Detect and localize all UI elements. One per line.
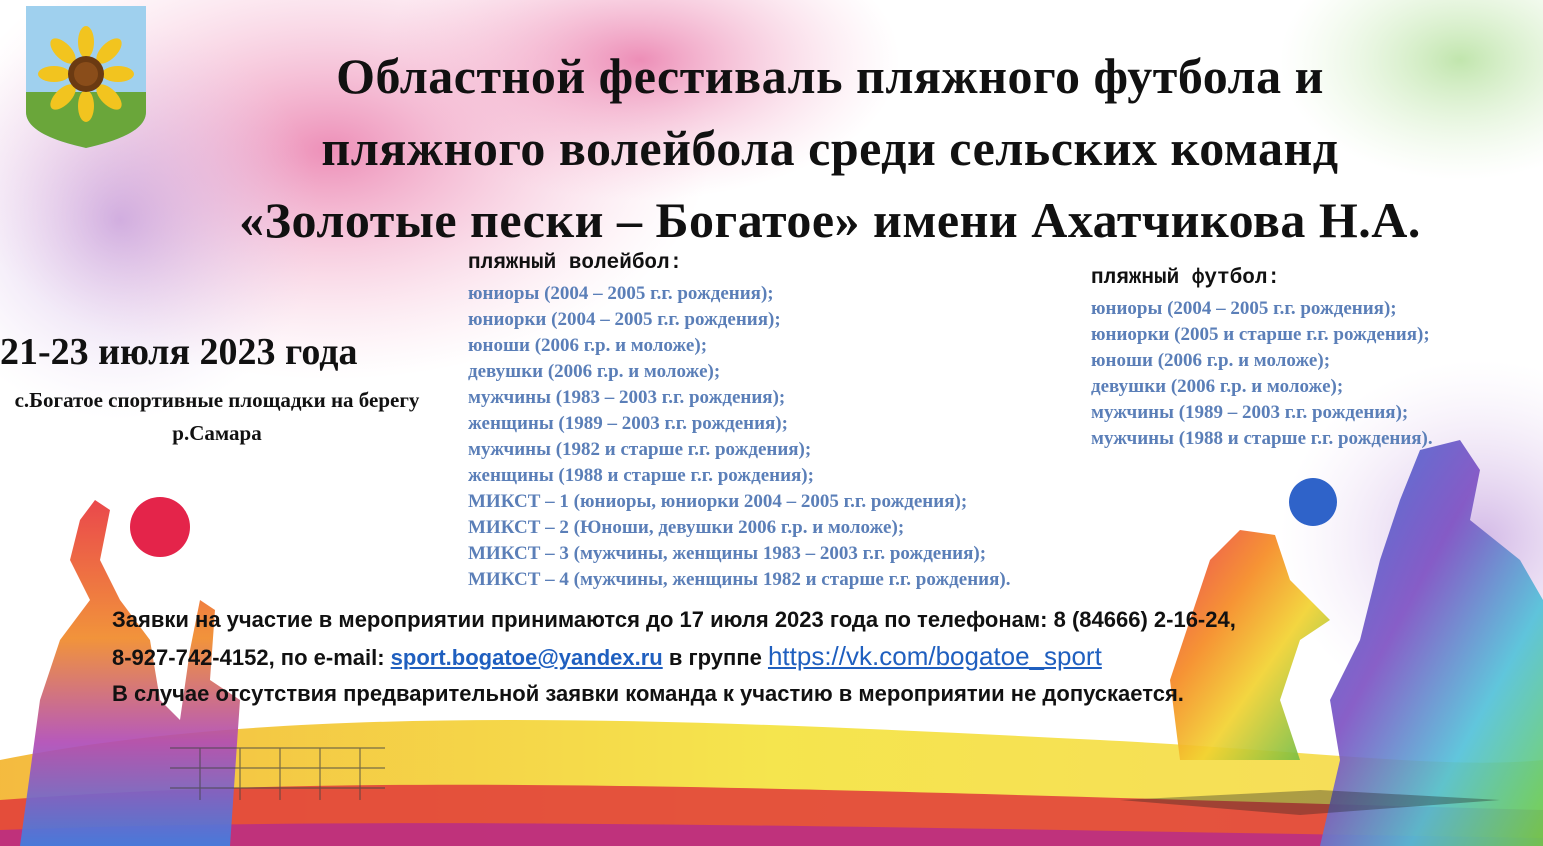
- list-item: мужчины (1988 и старше г.г. рождения).: [1091, 428, 1433, 449]
- group-text: в группе: [668, 645, 762, 670]
- application-warning: В случае отсутствия предварительной заявки команда к участию в мероприятии не допускается.: [112, 681, 1184, 706]
- vk-group-link[interactable]: https://vk.com/bogatoe_sport: [767, 641, 1102, 671]
- list-item: юниорки (2004 – 2005 г.г. рождения);: [468, 309, 781, 330]
- list-item: мужчины (1989 – 2003 г.г. рождения);: [1091, 402, 1409, 423]
- list-item: мужчины (1982 и старше г.г. рождения);: [468, 439, 812, 460]
- event-date: 21-23 июля 2023 года: [0, 331, 358, 373]
- application-info: [112, 602, 1236, 712]
- title-line-1: Областной фестиваль пляжного футбола и: [336, 48, 1324, 104]
- list-item: женщины (1989 – 2003 г.г. рождения);: [468, 413, 788, 434]
- phone-text: 8-927-742-4152, по e-mail:: [112, 645, 385, 670]
- email-link[interactable]: sport.bogatoe@yandex.ru: [390, 645, 663, 670]
- application-deadline: Заявки на участие в мероприятии принимаются до 17 июля 2023 года по телефонам: 8 (84666) 2-16-24,: [112, 607, 1236, 632]
- list-item: мужчины (1983 – 2003 г.г. рождения);: [468, 387, 786, 408]
- title-line-2: пляжного волейбола среди сельских команд: [321, 120, 1339, 176]
- page-title: [120, 40, 1540, 256]
- title-line-3: «Золотые пески – Богатое» имени Ахатчикова Н.А.: [239, 192, 1421, 248]
- football-categories-list: [1091, 296, 1433, 452]
- list-item: юноши (2006 г.р. и моложе);: [468, 335, 708, 356]
- list-item: МИКСТ – 2 (Юноши, девушки 2006 г.р. и моложе);: [468, 517, 905, 538]
- event-place: с.Богатое спортивные площадки на берегу р.Самара: [14, 388, 420, 445]
- list-item: МИКСТ – 4 (мужчины, женщины 1982 и старше г.г. рождения).: [468, 569, 1011, 590]
- volleyball-categories-list: [468, 281, 1010, 593]
- list-item: девушки (2006 г.р. и моложе);: [468, 361, 721, 382]
- list-item: девушки (2006 г.р. и моложе);: [1091, 376, 1344, 397]
- volleyball-heading: пляжный волейбол:: [468, 252, 683, 275]
- list-item: женщины (1988 и старше г.г. рождения);: [468, 465, 814, 486]
- list-item: юниорки (2005 и старше г.г. рождения);: [1091, 324, 1430, 345]
- contact-line: [112, 638, 1236, 676]
- list-item: юноши (2006 г.р. и моложе);: [1091, 350, 1331, 371]
- list-item: МИКСТ – 1 (юниоры, юниорки 2004 – 2005 г.г. рождения);: [468, 491, 968, 512]
- list-item: юниоры (2004 – 2005 г.г. рождения);: [468, 283, 774, 304]
- list-item: МИКСТ – 3 (мужчины, женщины 1983 – 2003 г.г. рождения);: [468, 543, 987, 564]
- list-item: юниоры (2004 – 2005 г.г. рождения);: [1091, 298, 1397, 319]
- football-heading: пляжный футбол:: [1091, 267, 1281, 290]
